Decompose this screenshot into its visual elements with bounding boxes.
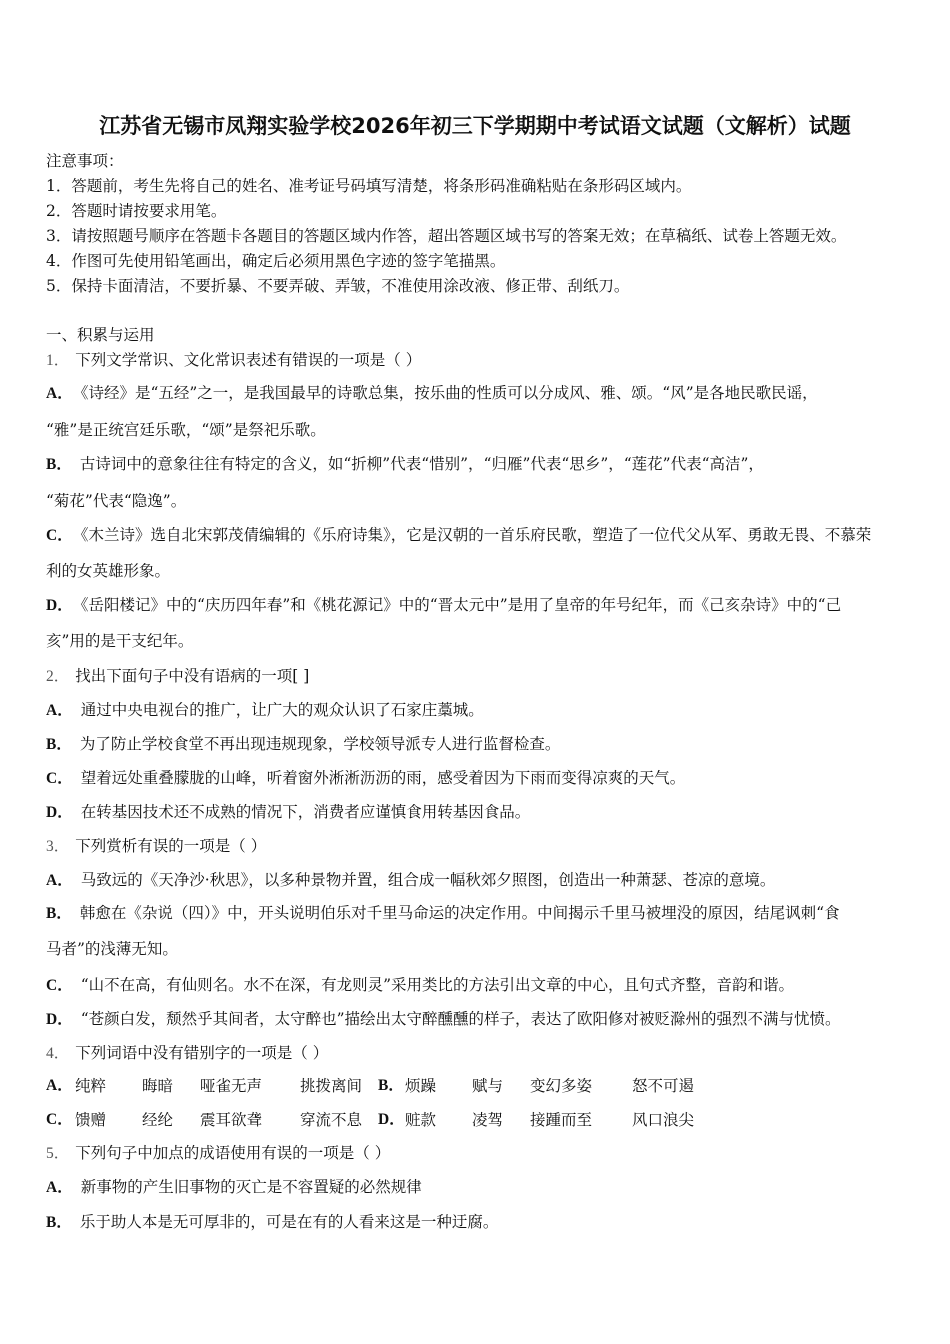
option-b-cont: 马者”的浅薄无知。 [46, 940, 178, 958]
option-text: “山不在高，有仙则名。水不在深，有龙则灵”采用类比的方法引出文章的中心，且句式齐整，音韵和谐。 [80, 976, 795, 994]
option-c [46, 517, 871, 553]
option-b [46, 1204, 498, 1240]
option-label: C． [46, 977, 73, 994]
option-text: 乐于助人本是无可厚非的，可是在有的人看来这是一种迂腐。 [79, 1213, 499, 1231]
word: 凌驾 [472, 1111, 504, 1129]
option-d [46, 587, 841, 623]
question-text: 下列赏析有误的一项是（ ） [75, 837, 267, 855]
option-a [46, 375, 818, 411]
option-label: A． [46, 1179, 73, 1196]
option-d [46, 1001, 841, 1037]
question-stem [46, 828, 266, 864]
option-label: D． [46, 597, 73, 614]
option-text: 新事物的产生旧事物的灭亡是不容置疑的必然规律 [80, 1178, 422, 1196]
option-label: A． [46, 1077, 73, 1094]
word: 穿流不息 [300, 1111, 363, 1129]
option-c-cont: 利的女英雄形象。 [46, 562, 171, 580]
word: 接踵而至 [530, 1111, 593, 1129]
option-d [46, 794, 530, 830]
word: 赃款 [405, 1111, 437, 1129]
option-b-cont: “菊花”代表“隐逸”。 [46, 492, 187, 510]
word: 赋与 [472, 1077, 504, 1095]
question-stem [46, 1035, 328, 1071]
option-text: 韩愈在《杂说（四）》中，开头说明伯乐对千里马命运的决定作用。中间揭示千里马被埋没的原因，结尾讽刺“食 [79, 904, 840, 922]
option-text: 通过中央电视台的推广，让广大的观众认识了石家庄藁城。 [80, 701, 484, 719]
word: 晦暗 [142, 1077, 174, 1095]
option-d-cont: 亥”用的是干支纪年。 [46, 632, 194, 650]
option-label: D． [378, 1111, 405, 1128]
option-label: A． [46, 702, 73, 719]
question-text: 下列词语中没有错别字的一项是（ ） [75, 1044, 329, 1062]
option-c [46, 967, 794, 1003]
section-heading: 一、积累与运用 [46, 326, 155, 344]
question-number: 3． [46, 838, 70, 855]
option-label: B． [46, 456, 72, 473]
question-number: 5． [46, 1145, 70, 1162]
word: 风口浪尖 [632, 1111, 695, 1129]
option-a [46, 692, 484, 728]
option-label: A． [46, 385, 73, 402]
option-text: “苍颜白发，颓然乎其间者，太守醉也”描绘出太守醉醺醺的样子，表达了欧阳修对被贬滁州的强烈不满与忧愤。 [80, 1010, 841, 1028]
option-text: 马致远的《天净沙·秋思》，以多种景物并置，组合成一幅秋郊夕照图，创造出一种萧瑟、苍凉的意境。 [80, 871, 776, 889]
option-label: D． [46, 804, 73, 821]
option-a-cont: “雅”是正统宫廷乐歌，“颂”是祭祀乐歌。 [46, 421, 326, 439]
notice-item: 4．作图可先使用铅笔画出，确定后必须用黑色字迹的签字笔描黑。 [46, 252, 506, 270]
question-text: 找出下面句子中没有语病的一项[ ] [75, 667, 310, 685]
option-c [46, 760, 685, 796]
option-a [46, 1169, 422, 1205]
option-label: C． [46, 770, 73, 787]
option-a [46, 862, 775, 898]
notice-item: 5．保持卡面清洁，不要折暴、不要弄破、弄皱，不准使用涂改液、修正带、刮纸刀。 [46, 277, 630, 295]
word: 纯粹 [75, 1077, 107, 1095]
question-text: 下列句子中加点的成语使用有误的一项是（ ） [75, 1144, 391, 1162]
question-stem [46, 1135, 390, 1171]
option-label: B． [378, 1077, 404, 1094]
option-label: D． [46, 1011, 73, 1028]
notice-heading: 注意事项： [46, 152, 124, 170]
option-text: 《木兰诗》选自北宋郭茂倩编辑的《乐府诗集》，它是汉朝的一首乐府民歌，塑造了一位代父从军、勇敢无畏、不慕荣 [80, 526, 872, 544]
word: 挑拨离间 [300, 1077, 363, 1095]
option-b [46, 895, 840, 931]
question-stem [46, 658, 309, 694]
notice-item: 2．答题时请按要求用笔。 [46, 202, 227, 220]
option-label: B． [46, 905, 72, 922]
word: 经纶 [142, 1111, 174, 1129]
question-number: 4． [46, 1045, 70, 1062]
option-text: 《岳阳楼记》中的“庆历四年春”和《桃花源记》中的“晋太元中”是用了皇帝的年号纪年，而《己亥杂诗》中的“己 [80, 596, 842, 614]
option-label: C． [46, 1111, 73, 1128]
option-row-cd [46, 1102, 906, 1138]
option-b [46, 446, 764, 482]
question-number: 1． [46, 352, 70, 369]
question-stem [46, 342, 421, 378]
option-text: 望着远处重叠朦胧的山峰，听着窗外淅淅沥沥的雨，感受着因为下雨而变得凉爽的天气。 [80, 769, 686, 787]
option-label: A． [46, 872, 73, 889]
option-text: 古诗词中的意象往往有特定的含义，如“折柳”代表“惜别”，“归雁”代表“思乡”，“莲花”代表“高洁”， [79, 455, 764, 473]
question-text: 下列文学常识、文化常识表述有错误的一项是（ ） [75, 351, 422, 369]
notice-item: 3．请按照题号顺序在答题卡各题目的答题区域内作答，超出答题区域书写的答案无效；在草稿纸、试卷上答题无效。 [46, 227, 847, 245]
word: 馈赠 [75, 1111, 107, 1129]
option-text: 在转基因技术还不成熟的情况下，消费者应谨慎食用转基因食品。 [80, 803, 531, 821]
word: 怒不可遏 [632, 1077, 695, 1095]
option-label: C． [46, 527, 73, 544]
word: 震耳欲聋 [200, 1111, 263, 1129]
question-number: 2． [46, 668, 70, 685]
word: 变幻多姿 [530, 1077, 593, 1095]
option-text: 为了防止学校食堂不再出现违规现象，学校领导派专人进行监督检查。 [79, 735, 561, 753]
word: 哑雀无声 [200, 1077, 263, 1095]
option-row-ab [46, 1068, 906, 1104]
option-b [46, 726, 560, 762]
option-label: B． [46, 1214, 72, 1231]
option-text: 《诗经》是“五经”之一，是我国最早的诗歌总集，按乐曲的性质可以分成风、雅、颂。“风”是各地民歌民谣， [80, 384, 818, 402]
notice-item: 1．答题前，考生先将自己的姓名、准考证号码填写清楚，将条形码准确粘贴在条形码区域内。 [46, 177, 692, 195]
word: 烦躁 [405, 1077, 437, 1095]
option-label: B． [46, 736, 72, 753]
page-title: 江苏省无锡市凤翔实验学校2026年初三下学期期中考试语文试题（文解析）试题 [99, 114, 851, 138]
